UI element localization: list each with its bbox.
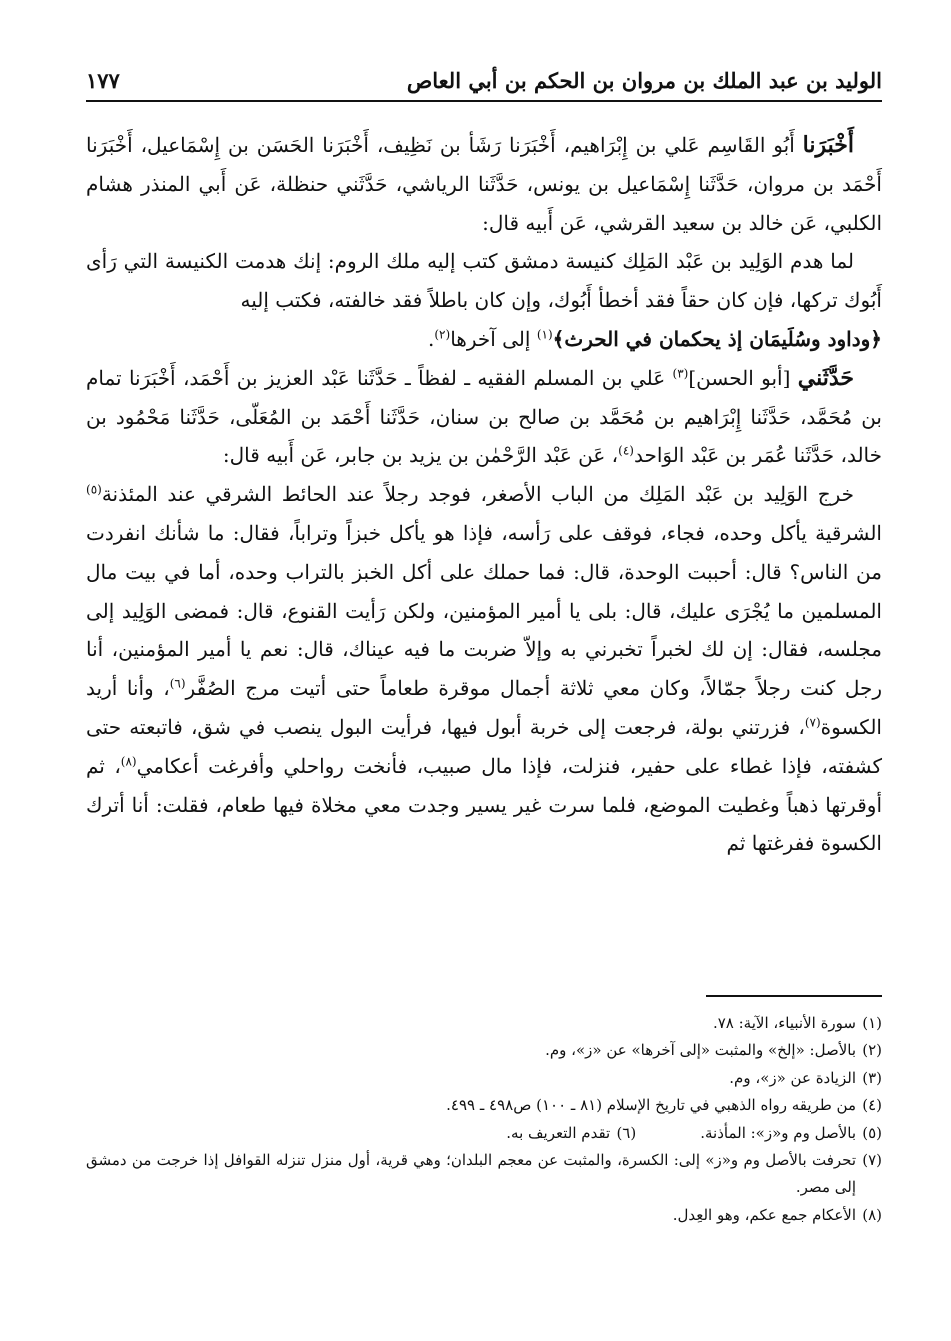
lead-word: أَخْبَرَنا xyxy=(802,132,854,158)
paragraph-text: عَلي بن المسلم الفقيه ـ لفظاً ـ حَدَّثَنا عَبْد العزيز بن أَحْمَد، أَخْبَرَنا تمام بن مُحَمَّد، حَدَّثَنا إِبْرَاهيم بن مُحَمَّد بن صالح بن سنان، حَدَّثَنا أَحْمَد بن المُعَلّى، حَدَّثَنا مَحْمُود بن خالد، حَدَّثَنا عُمَر بن عَبْد الوَاحد xyxy=(86,365,882,468)
footnote-item xyxy=(86,1010,882,1037)
footnote-ref: (٥) xyxy=(86,482,102,497)
footnote-item xyxy=(86,1202,882,1229)
footnote-text: تحرفت بالأصل وم و«ز» إلى: الكسرة، والمثبت عن معجم البلدان؛ وهي قرية، أول منزل تنزله القوافل إذا خرجت من دمشق إلى مصر. xyxy=(86,1151,856,1197)
footnote-number: (٧) xyxy=(862,1151,882,1170)
footnote-text: الأعكام جمع عكم، وهو العِدل. xyxy=(672,1205,856,1224)
paragraph-isnad-2 xyxy=(86,359,882,475)
footnote-number: (٢) xyxy=(862,1041,882,1060)
footnote-item xyxy=(86,1037,882,1064)
page-number: ١٧٧ xyxy=(86,68,120,93)
footnote-item xyxy=(86,1065,882,1092)
footnote-number: (٦) xyxy=(616,1123,637,1142)
running-title: الوليد بن عبد الملك بن مروان بن الحكم بن أبي العاص xyxy=(406,68,882,93)
paragraph-text: لما هدم الوَلِيد بن عَبْد المَلِك كنيسة دمشق كتب إليه ملك الروم: إنك هدمت الكنيسة التي رَأى أَبُوك تركها، فإن كان حقاً فقد أخطأ أَبُوك، وإن كان باطلاً فقد خالفته، فكتب إليه xyxy=(86,249,882,313)
footnote-separator xyxy=(706,995,882,997)
footnote-text: تقدم التعريف به. xyxy=(506,1123,611,1142)
footnote-text: بالأصل: «إلخ» والمثبت «إلى آخرها» عن «ز»، وم. xyxy=(545,1041,856,1060)
paragraph-text: خرج الوَلِيد بن عَبْد المَلِك من الباب الأصغر، فوجد رجلاً عند الحائط الشرقي عند المئذنة xyxy=(101,482,854,507)
paragraph-text: ، ثم أوقرتها ذهباً وغطيت الموضع، فلما سرت غير يسير وجدت معي مخلاة فيها طعام، فقلت: أنا أترك الكسوة ففرغتها ثم xyxy=(86,753,882,856)
footnote-number: (٨) xyxy=(862,1205,882,1224)
paragraph-text: ، وأنا أريد الكسوة xyxy=(86,676,882,739)
footnote-ref: (٦) xyxy=(169,676,186,691)
paragraph-text: ، عَن عَبْد الرَّحْمٰن بن يزيد بن جابر، عَن أَبيه قال: xyxy=(222,443,619,468)
footnote-ref: (١) xyxy=(536,327,553,342)
quran-verse: ﴿وداود وسُلَيمَان إذ يحكمان في الحرث﴾ xyxy=(552,326,882,351)
footnote-item xyxy=(506,1120,636,1147)
paragraph-end: . xyxy=(428,326,435,351)
footnote-text: من طريقه رواه الذهبي في تاريخ الإسلام (٨١ ـ ١٠٠) ص٤٩٨ ـ ٤٩٩. xyxy=(446,1096,856,1115)
footnote-item xyxy=(86,1092,882,1119)
footnote-text: بالأصل وم و«ز»: المأذنة. xyxy=(700,1123,856,1142)
footnote-item-pair xyxy=(86,1120,882,1147)
paragraph-text: الشرقية يأكل وحده، فجاء، فوقف على رَأسه، فإذا هو يأكل خبزاً وتراباً، فقال: ما شأنك انفردت من الناس؟ قال: أحببت الوحدة، قال: فما حملك على أكل الخبز بالتراب وحده، أما في بيت مال المسلمين ما يُجْرَى عليك، قال: بلى يا أمير المؤمنين، ولكن رَأيت القنوع، قال: فمضى الوَلِيد إلى مجلسه، فقال: إن لك لخبراً تخبرني به وإلاّ ضربت ما فيه عيناك، قال: نعم يا أمير المؤمنين، أنا رجل كنت رجلاً جمّالاً، وكان معي ثلاثة أجمال موقرة طعاماً حتى أتيت مرج الصُفَّر xyxy=(86,520,883,701)
footnote-pair-row xyxy=(86,1120,856,1147)
paragraph-narration-1 xyxy=(86,242,882,358)
paragraph-text: [أبو الحسن] xyxy=(688,365,798,390)
paragraph-text: ، فزرتني بولة، فرجعت إلى خربة أبول فيها، فرأيت البول ينصب في شق، فاتبعته حتى كشفته، فإذا غطاء على حفير، فنزلت، فإذا مال صبيب، فأنخت رواحلي وأفرغت أعكامي xyxy=(86,714,882,778)
footnote-text: سورة الأنبياء، الآية: ٧٨. xyxy=(712,1014,856,1032)
footnote-number: (٥) xyxy=(862,1123,882,1142)
paragraph-isnad-1 xyxy=(86,126,882,242)
main-text xyxy=(86,126,882,863)
footnote-number: (٤) xyxy=(862,1096,882,1115)
footnotes xyxy=(86,1010,882,1229)
paragraph-text: أَبُو القَاسِم عَلي بن إِبْرَاهيم، أَخْبَرَنا رَشَأ بن نَظِيف، أَخْبَرَنا الحَسَن بن إِسْمَاعيل، أَخْبَرَنا أَحْمَد بن مروان، حَدَّثَنا إِسْمَاعيل بن يونس، حَدَّثَنا الرياشي، حَدَّثَني حنظلة، عَن أَبي المنذر هشام الكلبي، عَن خالد بن سعيد القرشي، عَن أَبيه قال: xyxy=(86,133,882,235)
footnote-ref: (٧) xyxy=(804,715,821,730)
footnote-item xyxy=(86,1147,882,1202)
footnote-ref: (٣) xyxy=(672,366,689,381)
footnote-ref: (٤) xyxy=(618,443,634,458)
footnote-number: (١) xyxy=(862,1014,882,1032)
paragraph-text: إلى آخرها xyxy=(450,326,537,351)
lead-word: حَدَّثَني xyxy=(797,364,854,391)
footnote-number: (٣) xyxy=(862,1068,882,1087)
footnote-ref: (٨) xyxy=(120,754,137,769)
footnote-text: الزيادة عن «ز»، وم. xyxy=(729,1068,856,1087)
page-header xyxy=(86,60,882,102)
footnote-ref: (٢) xyxy=(434,327,451,342)
paragraph-narration-2 xyxy=(86,475,882,863)
